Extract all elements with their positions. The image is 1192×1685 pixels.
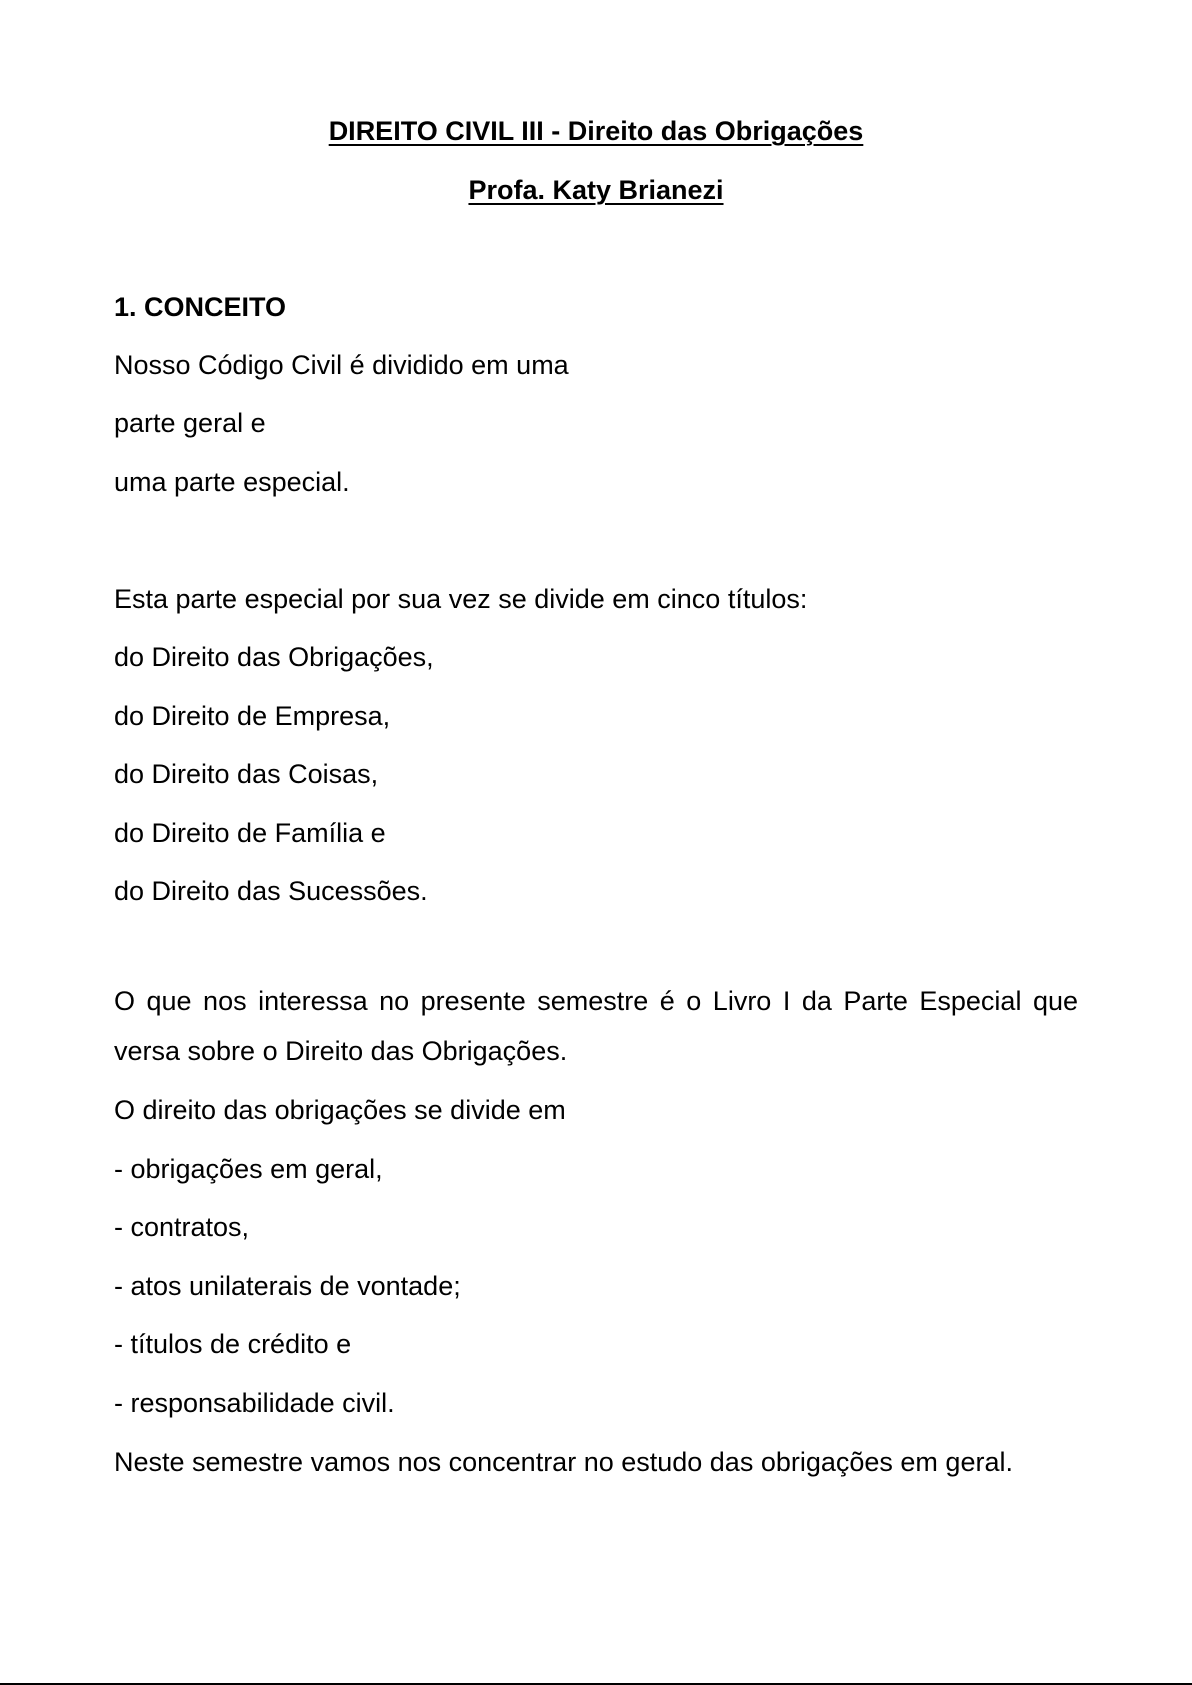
division-intro: O direito das obrigações se divide em [114, 1095, 566, 1125]
title-list-item: do Direito das Obrigações, [114, 642, 434, 672]
title-list-item: do Direito das Sucessões. [114, 876, 428, 906]
intro-line: parte geral e [114, 408, 266, 438]
title-list-item: do Direito de Empresa, [114, 701, 391, 731]
division-list-item: - atos unilaterais de vontade; [114, 1271, 461, 1301]
division-list-item: - obrigações em geral, [114, 1154, 383, 1184]
title-list-item: do Direito de Família e [114, 818, 386, 848]
interest-paragraph: O que nos interessa no presente semestre é o Livro I da Parte Especial que versa sobre o Direito das Obrigações. [114, 986, 1078, 1066]
intro-line: uma parte especial. [114, 467, 350, 497]
section-heading: 1. CONCEITO [114, 292, 287, 322]
intro-line: Nosso Código Civil é dividido em uma [114, 350, 569, 380]
division-list-item: - contratos, [114, 1212, 250, 1242]
document-title: DIREITO CIVIL III - Direito das Obrigações [328, 116, 864, 146]
professor-name: Profa. Katy Brianezi [468, 175, 724, 205]
title-list-item: do Direito das Coisas, [114, 759, 379, 789]
closing-paragraph: Neste semestre vamos nos concentrar no estudo das obrigações em geral. [114, 1447, 1013, 1477]
titles-intro: Esta parte especial por sua vez se divide em cinco títulos: [114, 584, 808, 614]
division-list-item: - títulos de crédito e [114, 1329, 352, 1359]
division-list-item: - responsabilidade civil. [114, 1388, 395, 1418]
